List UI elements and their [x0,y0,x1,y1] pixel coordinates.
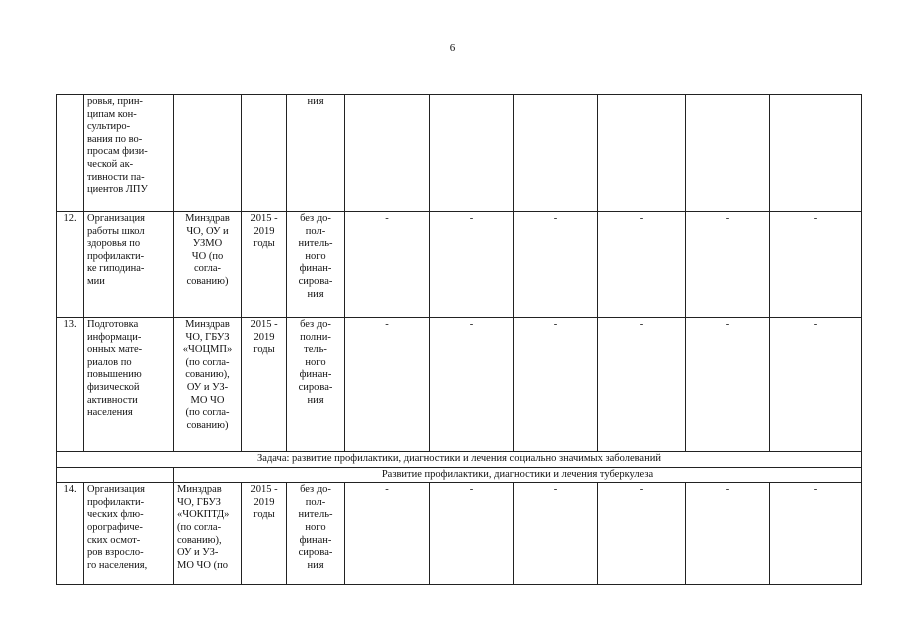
row-number-cell [57,95,84,212]
funding-cell: ния [287,95,345,212]
value-cell: - [686,318,770,452]
value-cell: - [345,318,430,452]
period-cell: 2015 - 2019 годы [242,212,287,318]
executor-cell: Минздрав ЧО, ГБУЗ «ЧОЦМП» (по согла- сованию), ОУ и УЗ- МО ЧО (по согла- сованию) [174,318,242,452]
value-cell [686,95,770,212]
measure-name-cell: ровья, прин- ципам кон- сультиро- вания по во- просам физи- ческой ак- тивности па- циентов ЛПУ [84,95,174,212]
value-cell: - [514,483,598,585]
value-cell [430,95,514,212]
row-number: 12. [57,212,84,318]
measure-name-cell: Организация работы школ здоровья по профилакти- ке гиподина- мии [84,212,174,318]
funding-cell: без до- полни- тель- ного финан- сирова- ния [287,318,345,452]
value-cell: - [430,318,514,452]
executor-cell: Минздрав ЧО, ОУ и УЗМО ЧО (по согла- сованию) [174,212,242,318]
value-cell: - [770,212,862,318]
value-cell: - [514,318,598,452]
table-row [57,212,862,318]
funding-cell: без до- пол- нитель- ного финан- сирова- ния [287,483,345,585]
period-cell: 2015 - 2019 годы [242,483,287,585]
table-row-continued [57,95,862,212]
value-cell: - [686,212,770,318]
value-cell [345,95,430,212]
value-cell [514,95,598,212]
section-heading: Развитие профилактики, диагностики и лечения туберкулеза [174,467,862,483]
value-cell: - [430,212,514,318]
task-heading-row [57,452,862,468]
section-heading-row [57,467,862,483]
measure-name-cell: Организация профилакти- ческих флю- орографиче- ских осмот- ров взросло- го населения, [84,483,174,585]
row-number: 14. [57,483,84,585]
value-cell: - [770,483,862,585]
row-number: 13. [57,318,84,452]
program-table [56,94,862,585]
value-cell: - [345,483,430,585]
value-cell: - [345,212,430,318]
value-cell [770,95,862,212]
section-heading-blank [57,467,174,483]
period-cell: 2015 - 2019 годы [242,318,287,452]
period-cell [242,95,287,212]
page-number: 6 [449,42,456,54]
value-cell [598,95,686,212]
executor-cell [174,95,242,212]
executor-cell: Минздрав ЧО, ГБУЗ «ЧОКПТД» (по согла- сованию), ОУ и УЗ- МО ЧО (по [174,483,242,585]
measure-name-cell: Подготовка информаци- онных мате- риалов по повышению физической активности населения [84,318,174,452]
table-row [57,483,862,585]
value-cell: - [686,483,770,585]
value-cell: - [770,318,862,452]
value-cell: - [598,318,686,452]
value-cell: - [598,212,686,318]
value-cell: - [430,483,514,585]
value-cell: - [514,212,598,318]
task-heading: Задача: развитие профилактики, диагностики и лечения социально значимых заболеваний [57,452,862,468]
value-cell: - [598,483,686,585]
funding-cell: без до- пол- нитель- ного финан- сирова- ния [287,212,345,318]
table-row [57,318,862,452]
